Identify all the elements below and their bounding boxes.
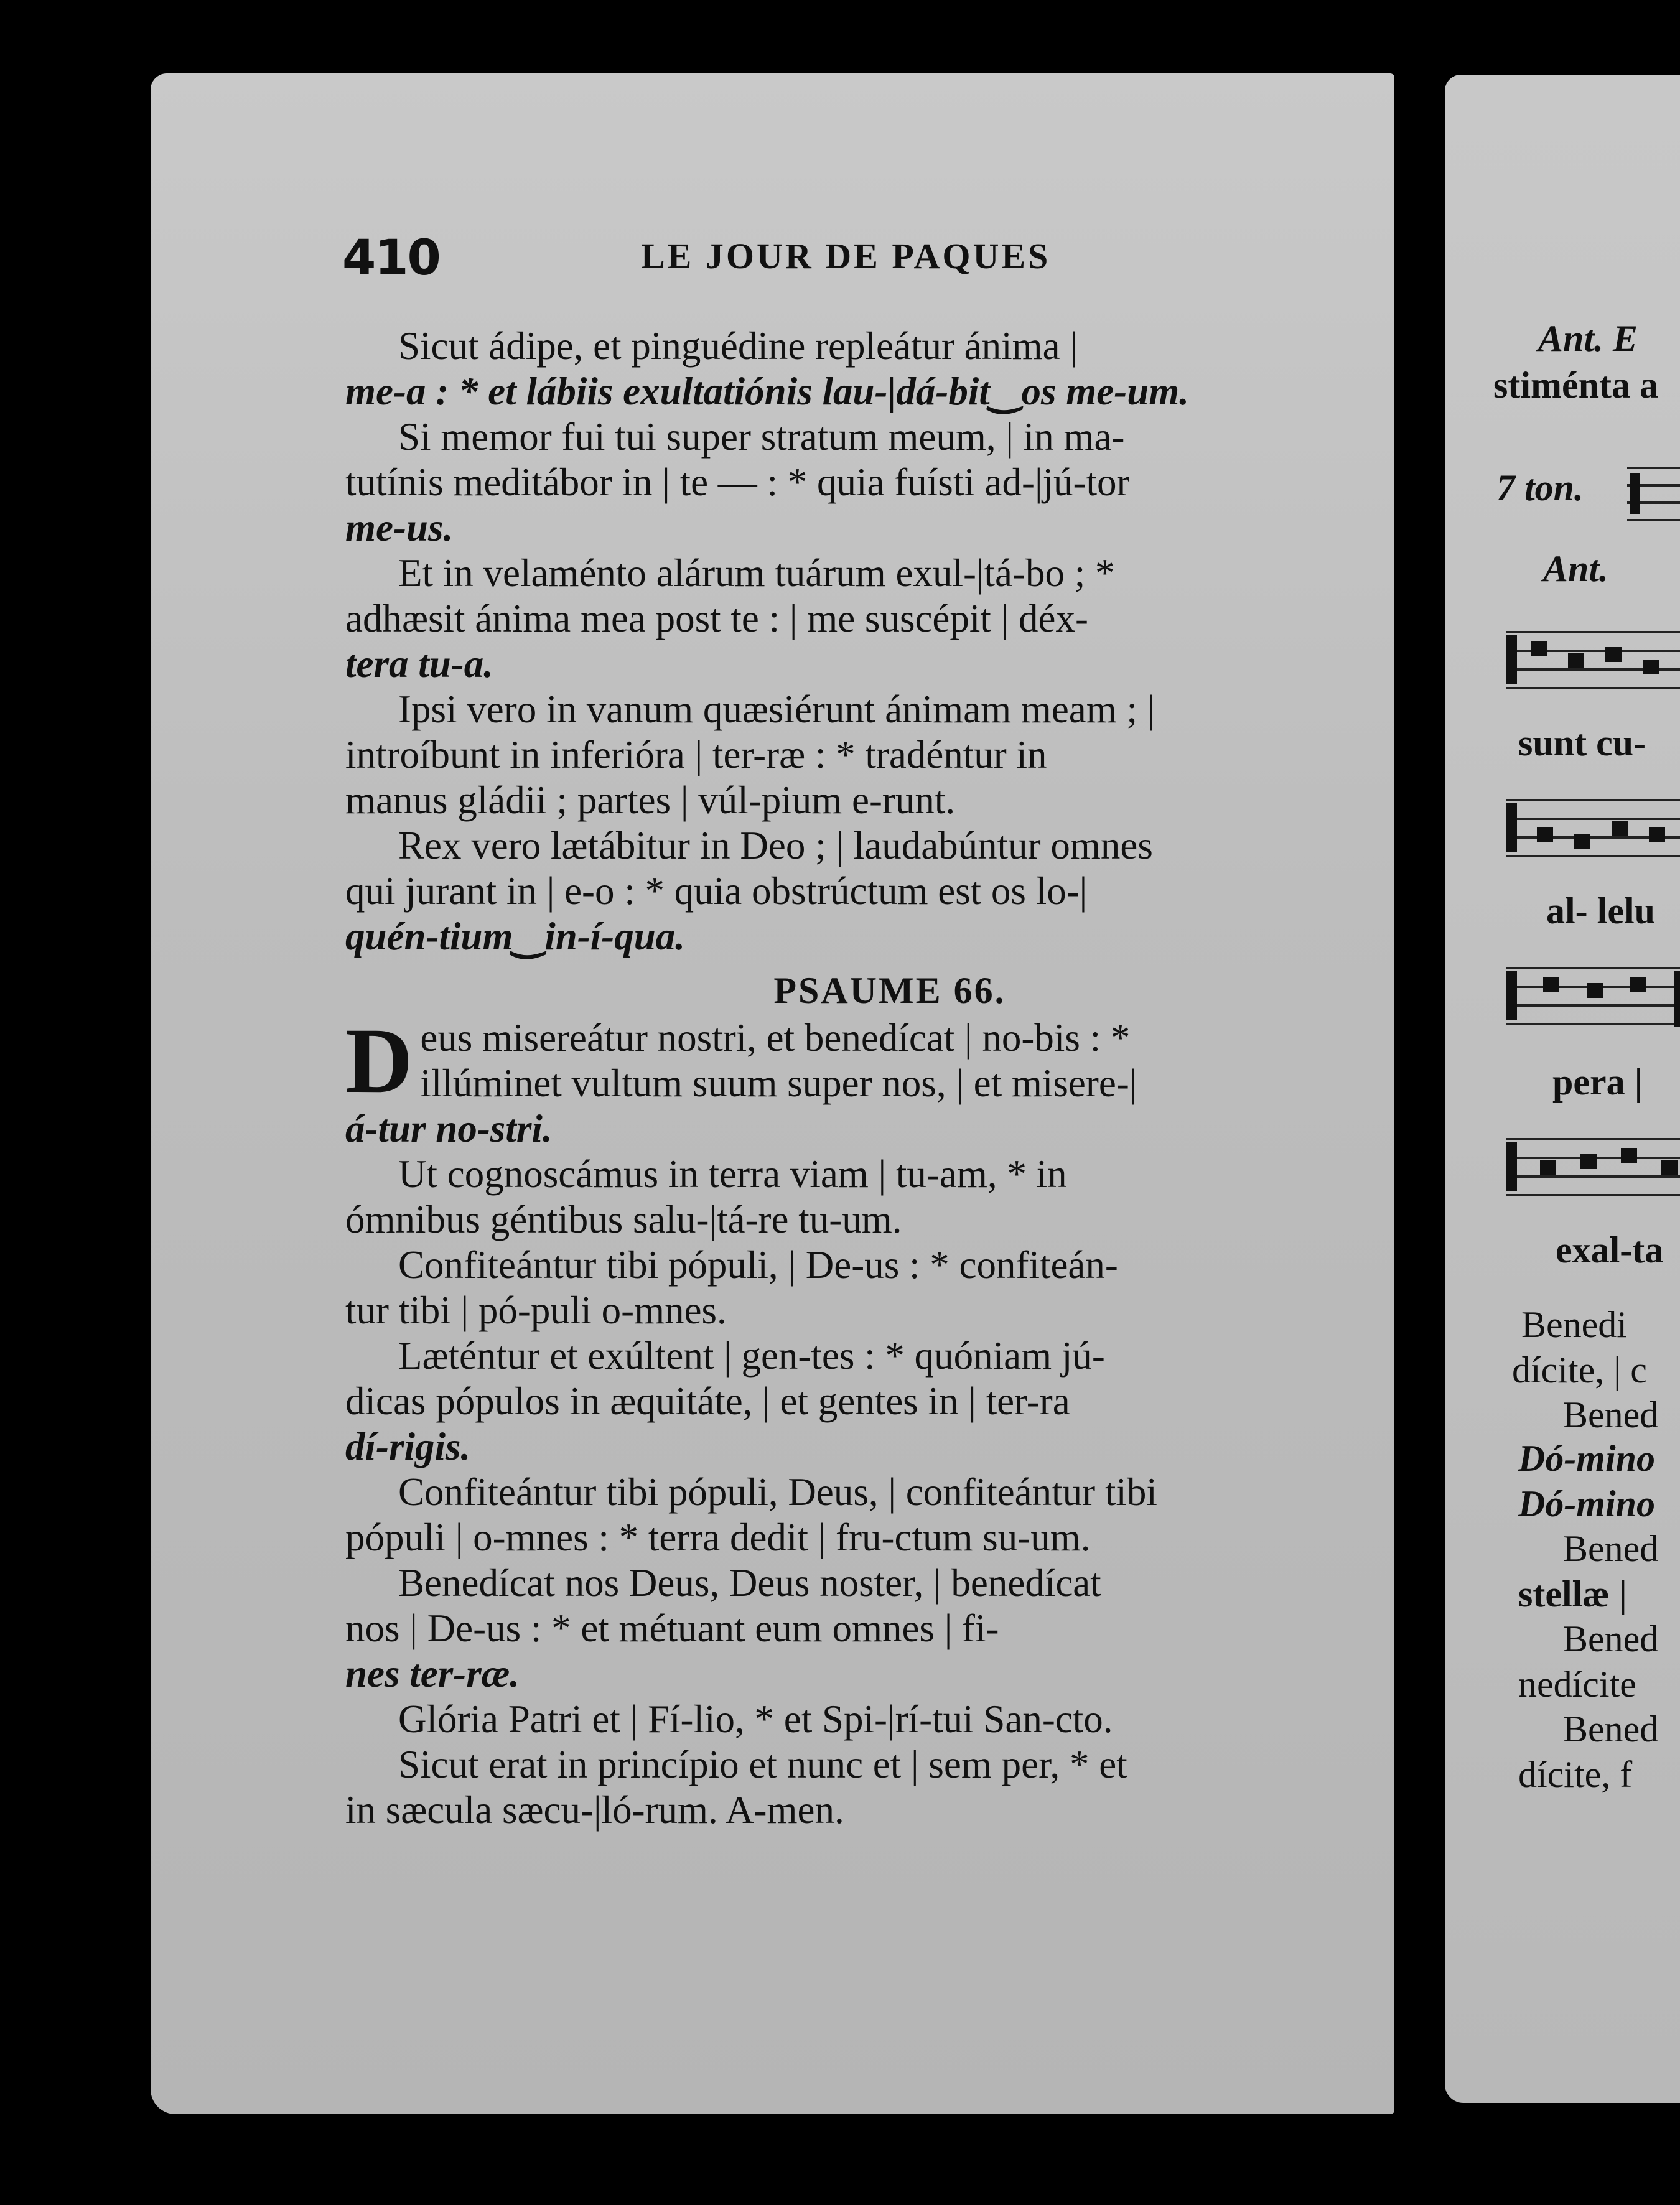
text-line: illúminet vultum suum super nos, | et misere-| (420, 1061, 1137, 1105)
text-line: Ut cognoscámus in terra viam | tu-am, * in (398, 1152, 1067, 1196)
text-line: á-tur no-stri. (345, 1107, 553, 1150)
right-fragment: Dó-mino (1518, 1483, 1656, 1524)
right-fragment: exal-ta (1556, 1229, 1664, 1270)
text-line: Et in velaménto alárum tuárum exul-|tá-bo ; * (398, 551, 1115, 595)
right-fragment: al- lelu (1546, 890, 1655, 931)
text-line: introíbunt in inferióra | ter-ræ : * tradéntur in (345, 733, 1047, 776)
text-line: dí-rigis. (345, 1425, 471, 1468)
right-fragment: Bened (1563, 1618, 1659, 1659)
text-line: Confiteántur tibi pópuli, Deus, | confiteántur tibi (398, 1470, 1157, 1514)
right-fragment: Bened (1563, 1394, 1659, 1435)
right-fragment: stiménta a (1493, 365, 1658, 406)
text-line: Si memor fui tui super stratum meum, | in ma- (398, 415, 1125, 459)
text-line: me-us. (345, 506, 454, 549)
text-line: Ipsi vero in vanum quæsiérunt ánimam meam ; | (398, 688, 1155, 731)
text-line: Rex vero lætábitur in Deo ; | laudabúntur omnes (398, 824, 1153, 867)
text-line: Sicut ádipe, et pinguédine repleátur ánima | (398, 324, 1078, 368)
right-fragment: Ant. E (1538, 318, 1638, 359)
text-line: quén-tium‿in-í-qua. (345, 915, 685, 958)
text-line: tur tibi | pó-puli o-mnes. (345, 1289, 727, 1332)
right-fragment: Ant. (1543, 548, 1609, 589)
text-line: tutínis meditábor in | te — : * quia fuísti ad-|jú-tor (345, 460, 1130, 504)
text-line: manus gládii ; partes | vúl-pium e-runt. (345, 778, 956, 822)
text-line: ómnibus géntibus salu-|tá-re tu-um. (345, 1198, 902, 1241)
chant-staff (1627, 460, 1680, 529)
psalm-heading: PSAUME 66. (773, 970, 1006, 1011)
right-fragment: Bened (1563, 1528, 1659, 1569)
right-fragment: dícite, | c (1512, 1350, 1647, 1391)
chant-staff (1506, 958, 1680, 1039)
right-fragment: pera | (1552, 1061, 1643, 1102)
page-number: 410 (342, 230, 440, 286)
right-fragment: Benedi (1521, 1304, 1627, 1345)
text-line: tera tu-a. (345, 642, 494, 686)
right-fragment: Dó-mino (1518, 1438, 1656, 1479)
right-fragment: nedícite (1518, 1664, 1636, 1705)
text-line: nes ter-ræ. (345, 1652, 520, 1695)
text-line: adhæsit ánima mea post te : | me suscépit | déx- (345, 597, 1088, 640)
text-line: pópuli | o-mnes : * terra dedit | fru-ctum su-um. (345, 1516, 1091, 1559)
right-fragment: stellæ | (1518, 1573, 1627, 1615)
running-head: LE JOUR DE PAQUES (641, 236, 1051, 276)
text-line: Benedícat nos Deus, Deus noster, | benedícat (398, 1561, 1101, 1605)
right-fragment: dícite, f (1518, 1754, 1633, 1795)
text-line: me-a : * et lábiis exultatiónis lau-|dá-bit‿os me-um. (345, 370, 1190, 413)
text-line: in sæcula sæcu-|ló-rum. A-men. (345, 1788, 844, 1832)
right-fragment: sunt cu- (1518, 722, 1646, 763)
text-line: Glória Patri et | Fí-lio, * et Spi-|rí-tui San-cto. (398, 1697, 1113, 1741)
chant-staff (1506, 622, 1680, 703)
text-line: dicas pópulos in æquitáte, | et gentes in | ter-ra (345, 1379, 1070, 1423)
text-line: Confiteántur tibi pópuli, | De-us : * confiteán- (398, 1243, 1118, 1287)
text-line: nos | De-us : * et métuant eum omnes | fi- (345, 1606, 999, 1650)
book-gutter (1394, 62, 1444, 2165)
chant-staff (1506, 1129, 1680, 1210)
psalm-text (345, 324, 1360, 1833)
text-line: Sicut erat in princípio et nunc et | sem per, * et (398, 1743, 1127, 1786)
chant-staff (1506, 790, 1680, 871)
right-fragment: 7 ton. (1496, 467, 1584, 508)
text-line: Læténtur et exúltent | gen-tes : * quóniam jú- (398, 1334, 1105, 1378)
text-line: qui jurant in | e-o : * quia obstrúctum est os lo-| (345, 869, 1088, 913)
text-line-content: eus misereátur nostri, et benedícat | no-bis : * (420, 1016, 1131, 1060)
drop-cap: D (345, 1009, 413, 1112)
right-fragment: Bened (1563, 1709, 1659, 1750)
